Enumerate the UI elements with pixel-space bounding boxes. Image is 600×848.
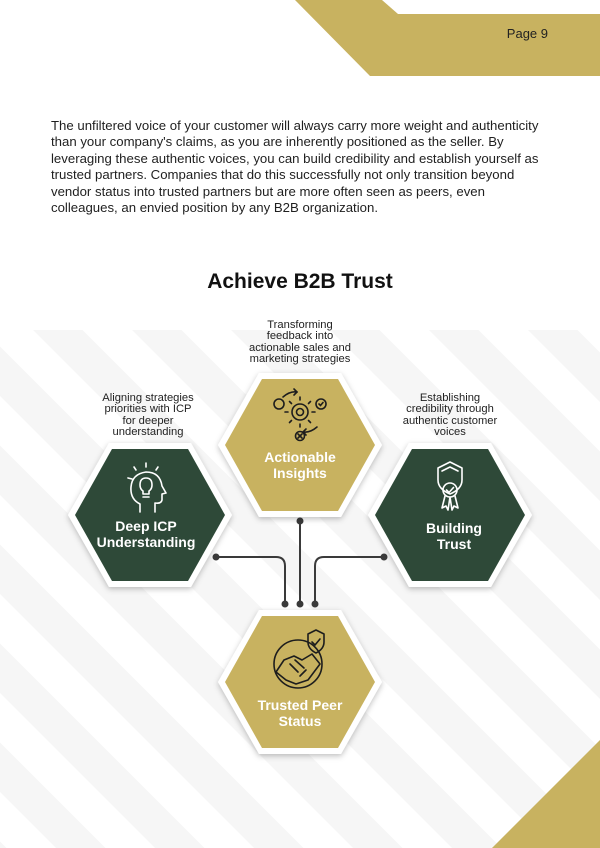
label-line: Deep ICP bbox=[115, 518, 177, 534]
caption-line: understanding bbox=[112, 426, 184, 439]
caption-line: for deeper bbox=[122, 414, 174, 427]
label-building-trust bbox=[379, 521, 529, 552]
label-actionable-insights bbox=[225, 450, 375, 481]
label-line: Building bbox=[426, 520, 482, 536]
connector-lines bbox=[216, 521, 384, 604]
label-line: Trusted Peer bbox=[257, 697, 343, 713]
intro-paragraph: The unfiltered voice of your customer will always carry more weight and authenticity than your company's claims, as you are inherently positioned as the seller. By leveraging these authentic voices, you can build credibility and establish yourself as trusted partners. Companies that do this successfully not only transition beyond vendor status into trusted partners but are more often seen as peers, even colleagues, an envied position by any B2B organization. bbox=[51, 118, 539, 216]
label-line: Actionable bbox=[264, 449, 336, 465]
caption-line: feedback into bbox=[266, 330, 334, 343]
hexagon-deep-icp bbox=[68, 443, 232, 587]
caption-line: Transforming bbox=[267, 319, 333, 331]
caption-line: authentic customer bbox=[402, 414, 498, 427]
caption-line: marketing strategies bbox=[249, 353, 351, 366]
caption-line: actionable sales and bbox=[248, 341, 351, 354]
hexagon-actionable-insights bbox=[218, 373, 382, 517]
page-number: Page 9 bbox=[506, 26, 548, 41]
caption-actionable-insights bbox=[230, 320, 370, 366]
caption-building-trust bbox=[380, 393, 520, 439]
caption-line: Aligning strategies bbox=[102, 392, 194, 404]
label-line: Insights bbox=[273, 464, 327, 481]
label-trusted-peer bbox=[225, 698, 375, 729]
hexagon-building-trust bbox=[368, 443, 532, 587]
caption-line: priorities with ICP bbox=[104, 403, 192, 416]
label-line: Understanding bbox=[96, 533, 196, 550]
label-line: Status bbox=[278, 712, 322, 729]
caption-deep-icp bbox=[78, 393, 218, 439]
diagram-title: Achieve B2B Trust bbox=[207, 270, 393, 293]
caption-line: credibility through bbox=[406, 403, 494, 416]
caption-line: Establishing bbox=[419, 392, 481, 404]
label-line: Trust bbox=[436, 535, 472, 552]
label-deep-icp bbox=[71, 519, 221, 550]
caption-line: voices bbox=[434, 426, 466, 439]
